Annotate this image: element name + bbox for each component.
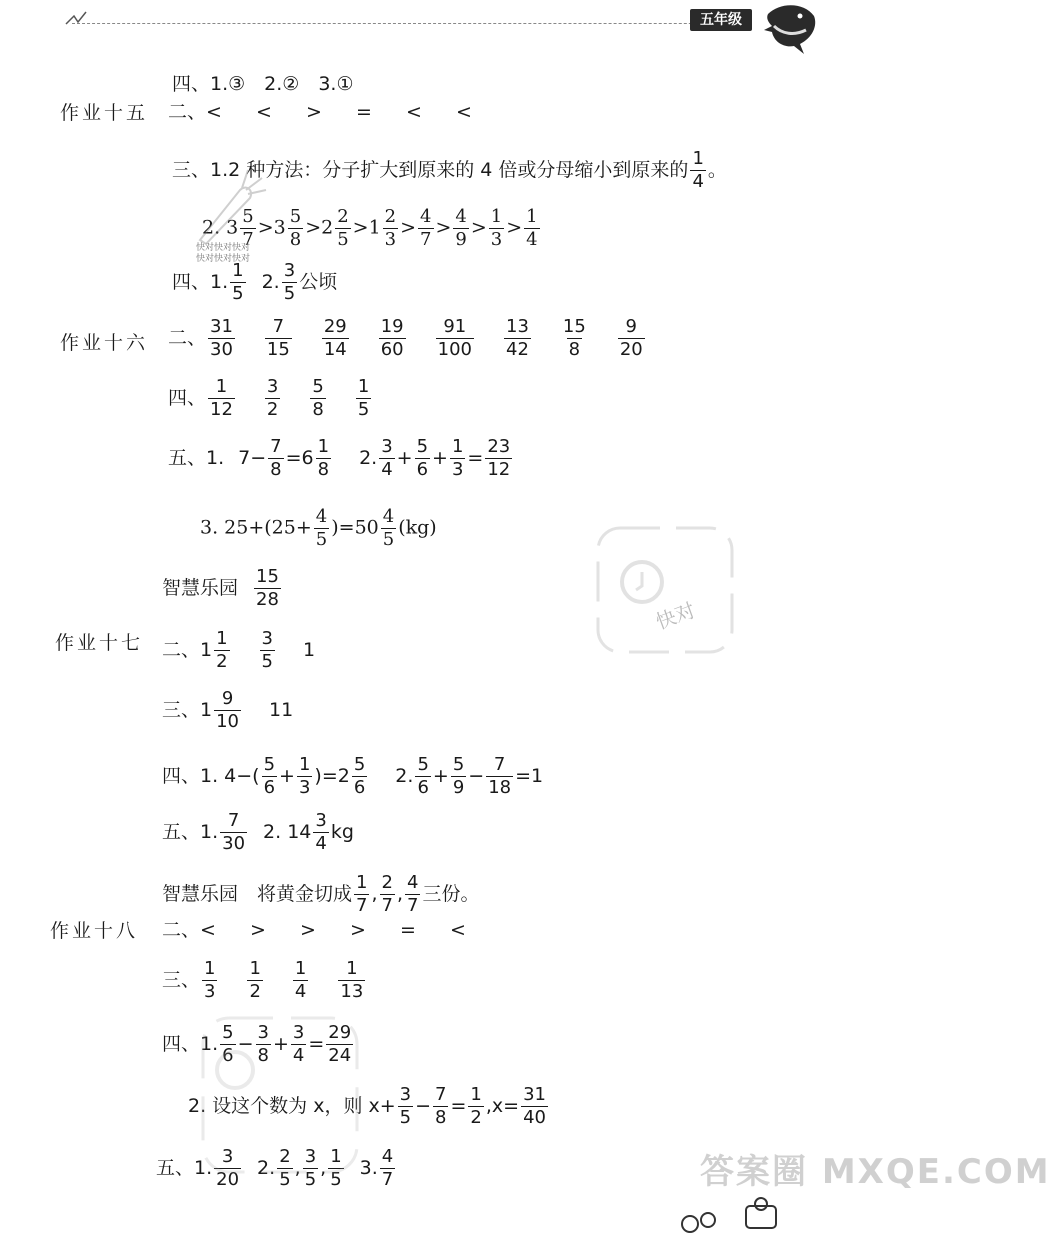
cartoon-decoration-icon	[676, 1196, 786, 1238]
section-label: 作业十五	[60, 102, 149, 124]
answer-line: 五、1. 7− $\frac{7}{8}$ =6 $\frac{1}{8}$ 2. $\frac{3}{4}$ + $\frac{5}{6}$ + $\frac{1}{3}$ = $\frac{23}{12}$	[168, 436, 511, 480]
answer-line: 智慧乐园 $\frac{15}{28}$	[162, 566, 279, 610]
corner-watermark-text: 答案圈 MXQE.COM	[700, 1152, 1051, 1192]
grade-badge: 五年级	[690, 9, 752, 31]
answer-line: 四、1. $\frac{1}{5}$ 2. $\frac{3}{5}$ 公顷	[172, 260, 338, 304]
answer-line: 五、1. $\frac{3}{20}$ 2. $\frac{2}{5}$ , $\frac{3}{5}$ , $\frac{1}{5}$ 3. $\frac{4}{7}$	[156, 1146, 394, 1190]
answer-line: 二、< > > > = <	[162, 919, 466, 941]
logo-watermark-text: 快对	[652, 597, 699, 635]
answer-line: 五、1. $\frac{7}{30}$ 2. 14 $\frac{3}{4}$ kg	[162, 810, 354, 854]
bird-icon	[64, 10, 90, 28]
header-rule	[72, 23, 752, 24]
carrot-watermark-icon	[180, 160, 270, 250]
answer-line: 三、1 $\frac{9}{10}$ 11	[162, 688, 294, 732]
section-label: 作业十七	[55, 632, 144, 654]
section-label: 作业十八	[50, 920, 139, 942]
answer-line: 二、< < > = < <	[168, 101, 472, 123]
answer-line: 四、1.③ 2.② 3.①	[172, 73, 354, 95]
answer-line: 3. 25+(25+ $\frac{4}{5}$ )=50 $\frac{4}{5}$ (kg)	[200, 506, 437, 550]
logo-watermark-icon	[195, 1010, 365, 1180]
section-label: 作业十六	[60, 332, 149, 354]
answer-line: 二、 $\frac{31}{30}$ $\frac{7}{15}$ $\frac{29}{14}$ $\frac{19}{60}$ $\frac{91}{100}$ $\frac{13}{42}$ $\frac{15}{8}$ $\frac{9}{20}$	[168, 316, 643, 360]
answer-line: 2. 3 $\frac{5}{7}$ >3 $\frac{5}{8}$ >2 $\frac{2}{5}$ >1 $\frac{2}{3}$ > $\frac{4}{7}$ > $\frac{4}{9}$ > $\frac{1}{3}$ > $\frac{1}{4}$	[202, 206, 538, 250]
answer-line: 智慧乐园 将黄金切成 $\frac{1}{7}$ , $\frac{2}{7}$ , $\frac{4}{7}$ 三份。	[162, 872, 480, 916]
dolphin-icon	[760, 0, 820, 56]
answer-line: 2. 设这个数为 x，则 x+ $\frac{3}{5}$ − $\frac{7}{8}$ = $\frac{1}{2}$ ,x= $\frac{31}{40}$	[188, 1084, 546, 1128]
logo-watermark-icon	[590, 520, 740, 660]
answer-line: 四、 $\frac{1}{12}$ $\frac{3}{2}$ $\frac{5}{8}$ $\frac{1}{5}$	[168, 376, 370, 420]
answer-line: 二、1 $\frac{1}{2}$ $\frac{3}{5}$ 1	[162, 628, 316, 672]
answer-line: 四、1. 4−( $\frac{5}{6}$ + $\frac{1}{3}$ )=2 $\frac{5}{6}$ 2. $\frac{5}{6}$ + $\frac{5}{9}$ − $\frac{7}{18}$ =1	[162, 754, 544, 798]
answer-line: 三、1.2 种方法：分子扩大到原来的 4 倍或分母缩小到原来的 $\frac{1}{4}$ 。	[172, 148, 727, 192]
watermark-text: 快对快对快对 快对快对快对	[196, 243, 251, 264]
answer-line: 四、1. $\frac{5}{6}$ − $\frac{3}{8}$ + $\frac{3}{4}$ = $\frac{29}{24}$	[162, 1022, 352, 1066]
answer-line: 三、 $\frac{1}{3}$ $\frac{1}{2}$ $\frac{1}{4}$ $\frac{1}{13}$	[162, 958, 364, 1002]
